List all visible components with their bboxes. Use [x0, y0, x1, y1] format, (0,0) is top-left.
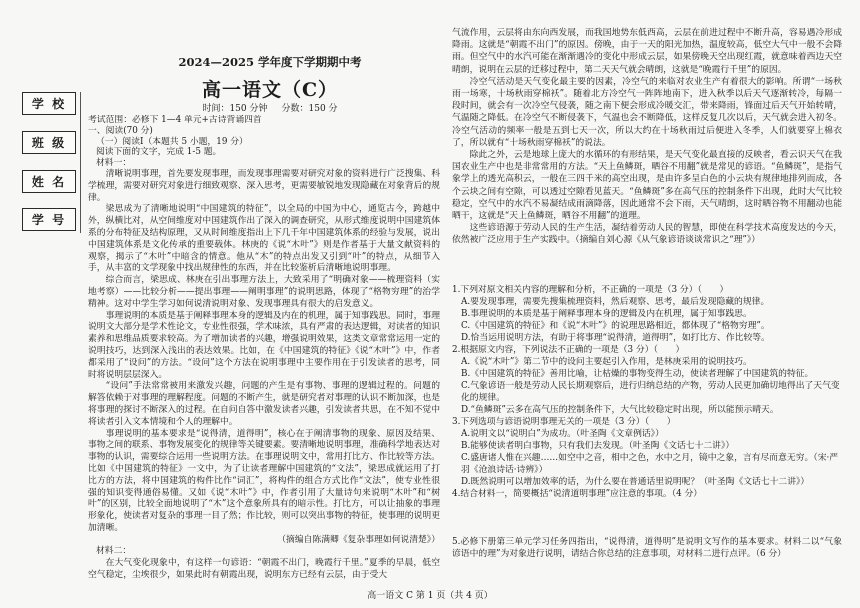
question-3-option-c: C.盛唐诸人惟在兴趣……如空中之音，相中之色，水中之月，镜中之象，言有尽而意无穷。（宋·严羽《沧浪诗话·诗辨》） — [461, 453, 839, 475]
class-label-box — [22, 131, 76, 154]
question-1-option-a: A.要发现事理，需要先搜集梳理资料，然后观察、思考，最后发现隐藏的规律。 — [461, 297, 770, 307]
right-column-material — [452, 27, 842, 279]
question-2-option-b: B.《中国建筑的特征》善用比喻，让枯燥的事物变得生动，使读者理解了中国建筑的特征。 — [461, 369, 814, 379]
material1-source: （摘编自陈满卿《复杂事理如何说清楚》） — [277, 534, 440, 545]
question-2-option-a: A.《说“木叶”》第二节中的设问主要起引入作用，是林庚采用的说明技巧。 — [461, 357, 752, 367]
material1-paragraph: 综合而言，梁思成、林庚在引出事理方法上，大致采用了“明确对象——梳理资料（实地考察）——比较分析——提出事理——阐明事理”的说明思路，体现了“格物穷理”的治学精神。这对中学生学习如何说清说明对象、发现事理具有很大的启发意义。 — [88, 275, 440, 309]
section-heading: 一、阅读(70 分) — [88, 125, 153, 136]
material1-paragraph: 事理说明的本质是基于阐释事理本身的逻辑及内在的机理，属于知事践思。同时，事理说明文大部分是学术性论文，专业性很强，学术味浓，具有严肃的表达逻辑，对读者的知识素养和思维品质要求较高。为了增加读者的兴趣，增强说明效果，这类文章常常运用一定的说明技巧，达到深入浅出的表达效果。比如，在《中国建筑的特征》《说“木叶”》中，作者都采用了“设问”的方法。“设问”这个方法在说明事理中主要作用在于引发读者的思考，同时将说明层层深入。 — [88, 310, 440, 380]
question-3-option-d: D.既然说明可以增加效率的话，为什么要在普通话里说明呢？（叶圣陶《文话七十二讲》） — [461, 477, 810, 487]
question-4-stem: 4.结合材料一，简要概括“说清道明事理”应注意的事项。（4 分） — [452, 489, 703, 499]
question-1-option-b: B.事理说明的本质是基于阐释事理本身的逻辑及内在机理，属于知事践思。 — [461, 309, 752, 319]
reading-instruction: 阅读下面的文字，完成 1-5 题。 — [96, 147, 222, 158]
material2-label: 材料二： — [96, 546, 132, 557]
subject-title: 高一语文（C） — [201, 79, 339, 101]
material1-paragraph: 清晰说明事理，首先要发现事理，而发现事理需要对研究对象的资料进行广泛搜集、科学梳理，需要对研究对象进行细致观察、深入思考，更需要敏锐地发现隐藏在对象背后的规律。 — [88, 168, 440, 203]
material1-paragraph: “设问”手法常常被用来激发兴趣，问题的产生是有事物、事理的逻辑过程的。问题的解答依赖于对事理的理解程度。问题的不断产生，就是研究者对事理的认识不断加深，也是将事理的探讨不断深入的过程。在自问自答中激发读者兴趣，引发读者共思，在不知不觉中将读者引入文本情境和个人的理解中。 — [88, 381, 440, 427]
page-footer: 高一语文 C 第 1 页（共 4 页） — [367, 591, 493, 601]
material1-label: 材料一： — [96, 158, 132, 169]
exam-time: 时间：150 分钟 — [202, 104, 268, 114]
name-label-box — [22, 170, 76, 193]
material2-paragraph: 冷空气活动是天气变化最主要的因素，冷空气的来临对农业生产有着很大的影响。所谓“一场秋雨一场寒，十场秋雨穿棉袄”。随着北方冷空气一阵阵地南下，进入秋季以后天气逐渐转冷，每隔一段时间，就会有一次冷空气侵袭，随之南下便会形成冷暖交汇，带来降雨，锋面过后天气开始转晴，气温随之降低。在冷空气不断侵袭下，气温也会不断降低，这样反复几次以后，天气就会进入初冬。冷空气活动的频率一般是五到七天一次，所以大约在十场秋雨过后便进入冬季，人们就要穿上棉衣了，所以就有“十场秋雨穿棉袄”的说法。 — [452, 76, 842, 148]
binding-line — [80, 92, 81, 233]
subsection-heading: （一）阅读Ⅰ（本题共 5 小题，19 分） — [96, 136, 248, 147]
question-3-option-b: B.能够使读者明白事物，只有我们去发现。（叶圣陶《文话七十二讲》） — [461, 441, 735, 451]
material1-paragraph: 梁思成为了清晰地说明“中国建筑的特征”，以全局的中国为中心，通览古今，跨越中外，纵横比对，从空间维度对中国建筑作出了深入的调查研究，从形式维度说明中国建筑体系的分布特征及结构原理，又从时间维度指出上下几千年中国建筑体系的经验与发展，说出中国建筑体系是文化传承的重要载体。林庚的《说“木叶”》则是作者基于大量文献资料的观察，揭示了“木叶”中暗含的情意。他从“木”的特点出发又引到“叶”的特点，从细节入手，从丰富的文学现象中找出规律性的东西，并在比较鉴析后清晰地说明事理。 — [88, 204, 440, 274]
question-3-stem: 3.下列选项与谚语说明事理无关的一项是（3 分）（ ） — [452, 417, 676, 427]
class-label: 班 级 — [31, 136, 67, 150]
question-1-option-c: C.《中国建筑的特征》和《说“木叶”》的说理思路相近，都体现了“格物穷理”。 — [461, 321, 770, 331]
material2-paragraph-last — [452, 222, 842, 246]
question-3-option-a: A.说明文以“说明白”为成功。（叶圣陶《文章例话》） — [461, 429, 664, 439]
name-label: 姓 名 — [31, 175, 67, 189]
material2-paragraph-continued: 气流作用，云层将由东向西发展，而我国地势东低西高，云层在前进过程中不断升高，容易遇冷形成降雨。这就是“朝霞不出门”的原因。傍晚，由于一天的阳光加热，温度较高，低空大气中一般不会降雨。但空气中的水汽可能在渐渐遇冷的变化中形成云层，如果傍晚天空出现红霞，就意味着西边天空晴朗，说明在云层的迁移过程中，第二天天气就会晴朗，这就是“晚霞行千里”的原因。 — [452, 28, 842, 75]
student-id-label: 学 号 — [31, 213, 67, 227]
left-column — [88, 115, 440, 587]
question-2-option-c: C.气象谚语一般是劳动人民长期观察后，进行归纳总结的产物，劳动人民更加确切地得出了天气变化的规律。 — [461, 381, 840, 403]
exam-score: 分数：150 分 — [281, 104, 338, 114]
material2-paragraph-text: 这些谚语源于劳动人民的生产生活，凝结着劳动人民的智慧，即使在科学技术高度发达的今天，依然被广泛应用于生产实践中。 — [452, 223, 842, 246]
question-5-stem: 5.必修下册第三单元学习任务四指出，“说得清，道得明”是说明文写作的基本要求。材料二以“气象谚语中的理”为对象进行说明，请结合你总结的注意事项，对材料二进行点评。（6 分） — [452, 537, 842, 559]
material1-paragraph: 事理说明的基本要求是“说得清，道得明”，核心在于阐清事物的现象、原因及结果、事物之间的联系、事物发展变化的规律等关键要素。要清晰地说明事理，准确科学地表达对事物的认识，需要综合运用一些说明方法。在事理说明文中，常用打比方、作比较等方法。比如《中国建筑的特征》一文中，为了让读者理解中国建筑的“文法”，梁思成就运用了打比方的方法，将中国建筑的构件比作“词汇”，将构件的组合方式比作“文法”，使专业性很强的知识变得通俗易懂。又如《说“木叶”》中，作者引用了大量诗句来说明“木叶”和“树叶”的区别，比较全面地说明了“木”这个意象所具有的暗示性。打比方，可以让抽象的事理形象化，使读者对复杂的事理一目了然；作比较，则可以突出事物的特征，使事理的说明更加清晰。 — [88, 428, 440, 533]
school-label-box — [22, 92, 76, 115]
material2-paragraph: 除此之外，云是地球上庞大的水循环的有形结果，是天气变化最直接的反映者，看云识天气在我国农业生产中也是非常常用的方法。“天上鱼鳞斑，晒谷不用翻”就是常见的谚语。“鱼鳞斑”，是指气象学上的透光高积云，一般在三四千米的高空出现，是由许多呈白色的小云块有规律地排列而成，各个云块之间有空隙，可以透过空隙看见蓝天。“鱼鳞斑”多在高气压的控制条件下出现，此时大气比较稳定，空气中的水汽不易凝结成雨滴降落，因此通常不会下雨，天气晴朗，这时晒谷物不用翻动也能晒干，这就是“天上鱼鳞斑，晒谷不用翻”的道理。 — [452, 150, 842, 222]
student-id-label-box — [22, 208, 76, 231]
exam-title: 2024—2025 学年度下学期期中考 — [178, 55, 362, 69]
question-1-stem: 1.下列对原文相关内容的理解和分析，不正确的一项是（3 分）（ ） — [452, 285, 729, 295]
material2-source: （摘编自刘心源《从气象谚语谈谈常识之“理”》） — [575, 235, 761, 246]
material2-paragraph-start: 在大气变化现象中，有这样一句谚语：“朝霞不出门，晚霞行千里。”夏季的早晨，低空空气稳定，尘埃很少，如果此时有朝霞出现，说明东方已经有云层，由于受大 — [88, 558, 440, 581]
question-1-option-d: D.恰当运用说明方法，有助于将事理“说得清，道得明”，如打比方、作比较等。 — [461, 333, 770, 343]
exam-scope: 考试范围：必修下 1—4 单元+古诗背诵四首 — [88, 115, 262, 125]
time-score-line — [95, 101, 445, 114]
question-2-option-d: D.“鱼鳞斑”云多在高气压的控制条件下，大气比较稳定时出现，所以能预示晴天。 — [461, 405, 779, 415]
questions-block — [452, 284, 842, 524]
question-2-stem: 2.根据原文内容，下列说法不正确的一项是（3 分）（ ） — [452, 345, 685, 355]
school-label: 学 校 — [31, 97, 67, 111]
